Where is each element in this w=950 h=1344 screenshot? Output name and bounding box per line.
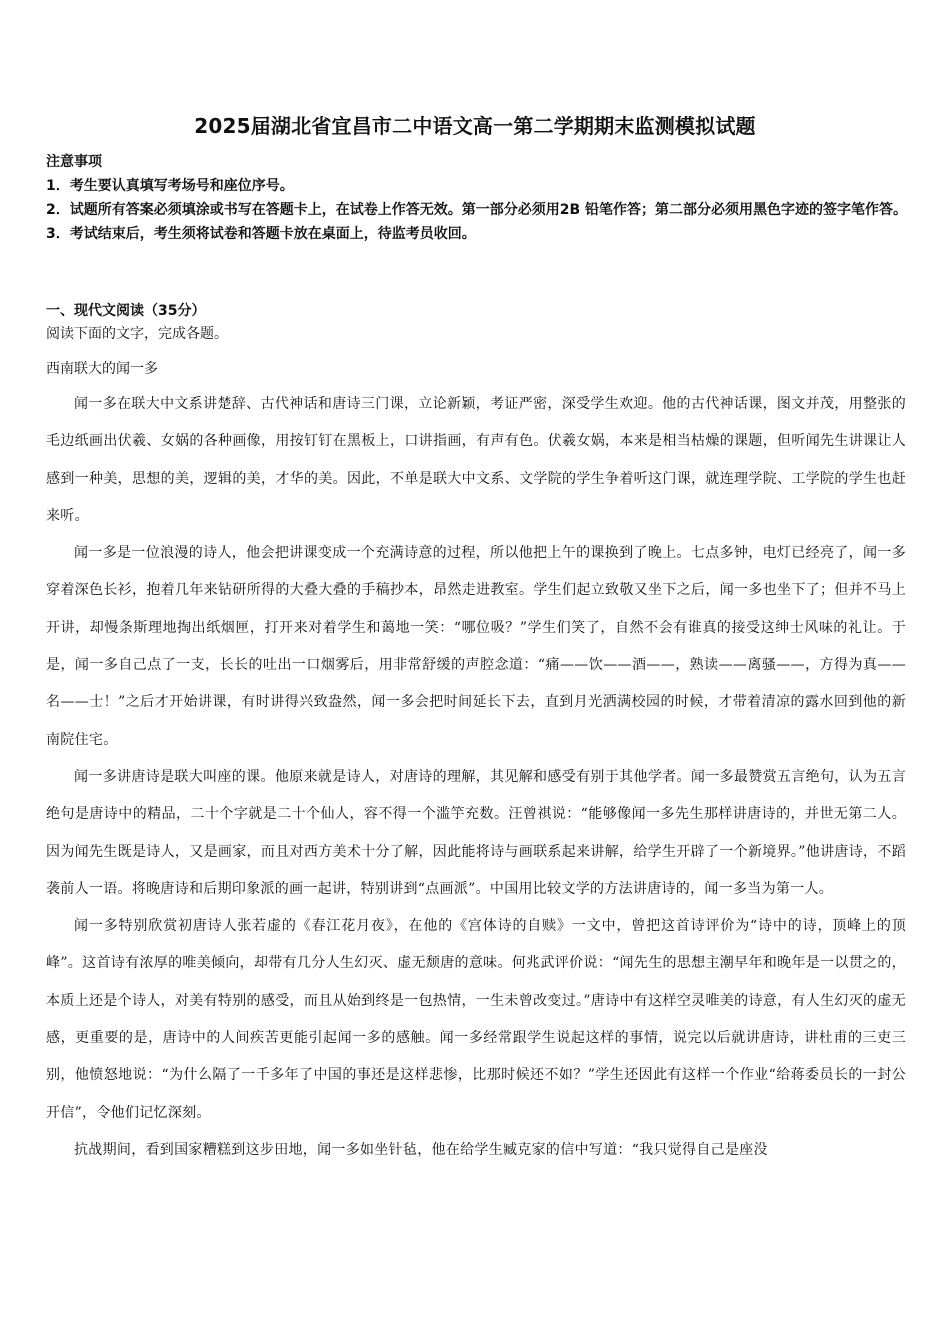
- notice-heading: 注意事项: [46, 154, 102, 170]
- notice-item: 1．考生要认真填写考场号和座位序号。: [46, 178, 294, 194]
- exam-title: 2025届湖北省宜昌市二中语文高一第二学期期末监测模拟试题: [194, 114, 756, 138]
- reading-instruction: 阅读下面的文字，完成各题。: [46, 326, 228, 342]
- notice-item: 2．试题所有答案必须填涂或书写在答题卡上，在试卷上作答无效。第一部分必须用2B 铅笔作答；第二部分必须用黑色字迹的签字笔作答。: [46, 202, 908, 218]
- section-heading: 一、现代文阅读（35分）: [46, 303, 206, 319]
- article-paragraph: 闻一多讲唐诗是联大叫座的课。他原来就是诗人，对唐诗的理解，其见解和感受有别于其他学者。闻一多最赞赏五言绝句，认为五言绝句是唐诗中的精品，二十个字就是二十个仙人，容不得一个滥竽充数。汪曾祺说：“能够像闻一多先生那样讲唐诗的，并世无第二人。因为闻先生既是诗人，又是画家，而且对西方美术十分了解，因此能将诗与画联系起来讲解，给学生开辟了一个新境界。”他讲唐诗，不蹈袭前人一语。将晚唐诗和后期印象派的画一起讲，特别讲到“点画派”。中国用比较文学的方法讲唐诗的，闻一多当为第一人。: [46, 768, 906, 897]
- notice-block: [46, 150, 908, 246]
- article-paragraph: 抗战期间，看到国家糟糕到这步田地，闻一多如坐针毡，他在给学生臧克家的信中写道：“我只觉得自己是座没: [74, 1141, 768, 1158]
- article-paragraph: 闻一多是一位浪漫的诗人，他会把讲课变成一个充满诗意的过程，所以他把上午的课换到了晚上。七点多钟，电灯已经亮了，闻一多穿着深色长衫，抱着几年来钻研所得的大叠大叠的手稿抄本，昂然走进教室。学生们起立致敬又坐下之后，闻一多也坐下了；但并不马上开讲，却慢条斯理地掏出纸烟匣，打开来对着学生和蔼地一笑：“哪位吸？”学生们笑了，自然不会有谁真的接受这绅士风味的礼让。于是，闻一多自己点了一支，长长的吐出一口烟雾后，用非常舒缓的声腔念道：“痛——饮——酒——，熟读——离骚——，方得为真——名——士！”之后才开始讲课，有时讲得兴致盎然，闻一多会把时间延长下去，直到月光洒满校园的时候，才带着清凉的露水回到他的新南院住宅。: [46, 545, 906, 748]
- article-body: [46, 386, 906, 1169]
- notice-item: 3．考试结束后，考生须将试卷和答题卡放在桌面上，待监考员收回。: [46, 226, 476, 242]
- article-title: 西南联大的闻一多: [46, 361, 158, 377]
- article-paragraph: 闻一多特别欣赏初唐诗人张若虚的《春江花月夜》，在他的《宫体诗的自赎》一文中，曾把这首诗评价为“诗中的诗，顶峰上的顶峰”。这首诗有浓厚的唯美倾向，却带有几分人生幻灭、虚无颓唐的意味。何兆武评价说：“闻先生的思想主潮早年和晚年是一以贯之的，本质上还是个诗人，对美有特别的感受，而且从始到终是一包热情，一生未曾改变过。”唐诗中有这样空灵唯美的诗意，有人生幻灭的虚无感，更重要的是，唐诗中的人间疾苦更能引起闻一多的感触。闻一多经常跟学生说起这样的事情，说完以后就讲唐诗，讲杜甫的三吏三别，他愤怒地说：“为什么隔了一千多年了中国的事还是这样悲惨，比那时候还不如？”学生还因此有这样一个作业“给蒋委员长的一封公开信”，令他们记忆深刻。: [46, 918, 906, 1121]
- article-paragraph: 闻一多在联大中文系讲楚辞、古代神话和唐诗三门课，立论新颖，考证严密，深受学生欢迎。他的古代神话课，图文并茂，用整张的毛边纸画出伏羲、女娲的各种画像，用按钉钉在黑板上，口讲指画，有声有色。伏羲女娲，本来是相当枯燥的课题，但听闻先生讲课让人感到一种美，思想的美，逻辑的美，才华的美。因此，不单是联大中文系、文学院的学生争着听这门课，就连理学院、工学院的学生也赶来听。: [46, 396, 906, 524]
